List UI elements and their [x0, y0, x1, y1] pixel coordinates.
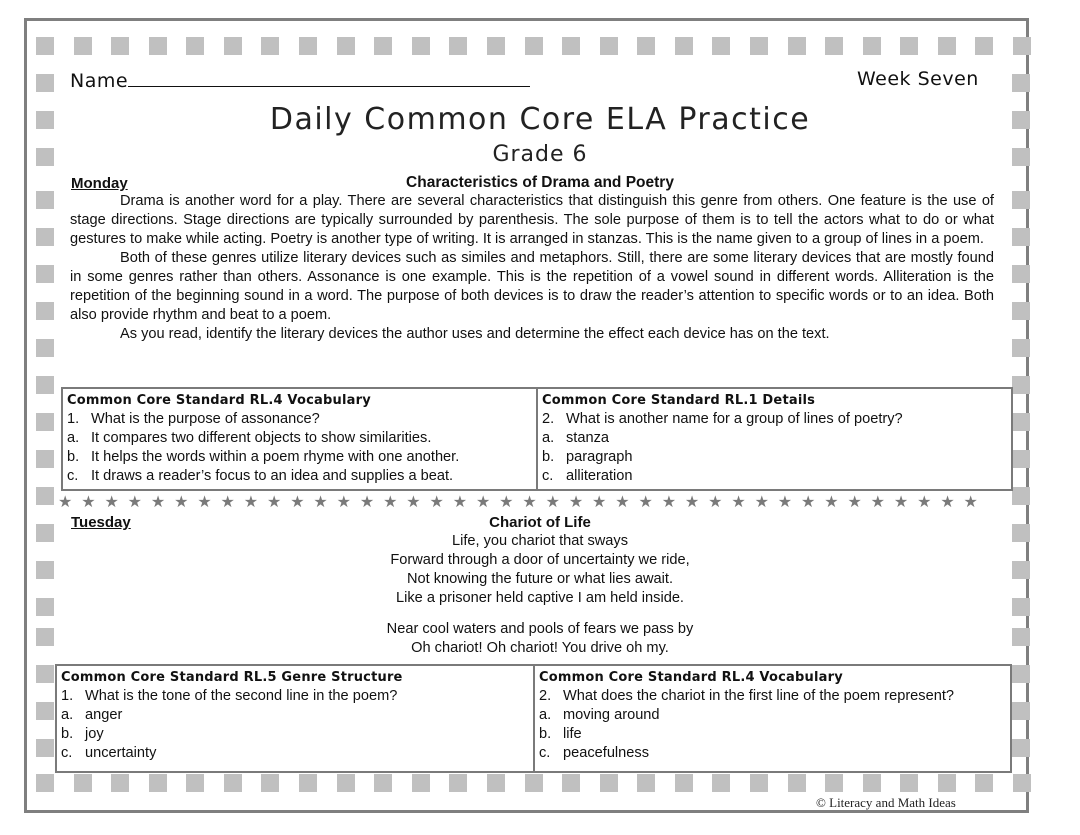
- star-icon: ★: [452, 494, 468, 511]
- star-icon: ★: [568, 494, 584, 511]
- grade-label: Grade 6: [492, 142, 588, 167]
- answer-option[interactable]: [539, 725, 1010, 744]
- border-square: [36, 524, 54, 542]
- border-square: [36, 339, 54, 357]
- name-field: [70, 68, 530, 92]
- border-square: [36, 265, 54, 283]
- poem-line: Near cool waters and pools of fears we pass by: [386, 621, 694, 637]
- border-square: [1013, 774, 1031, 792]
- border-square: [374, 37, 392, 55]
- star-icon: ★: [731, 494, 746, 511]
- question-text: [542, 410, 1011, 429]
- star-icon: ★: [963, 494, 978, 511]
- question-prompt: What is the purpose of assonance?: [91, 411, 320, 427]
- border-square: [36, 74, 54, 92]
- border-square: [412, 37, 430, 55]
- answer-option[interactable]: [539, 744, 1010, 763]
- star-icon: ★: [243, 494, 259, 511]
- border-square: [74, 774, 92, 792]
- border-square: [1013, 37, 1031, 55]
- border-square: [36, 628, 54, 646]
- question-number: 2.: [539, 688, 552, 704]
- star-icon: ★: [824, 494, 839, 511]
- star-icon: ★: [104, 494, 119, 511]
- border-square: [863, 37, 881, 55]
- border-square: [1012, 376, 1030, 394]
- tuesday-question-2-box: [533, 664, 1012, 773]
- star-icon: ★: [127, 494, 142, 511]
- stanza-break: [300, 608, 780, 620]
- poem-line: Forward through a door of uncertainty we ride,: [390, 552, 690, 568]
- poem-line: Life, you chariot that sways: [451, 533, 629, 549]
- border-square: [487, 37, 505, 55]
- border-square: [261, 774, 279, 792]
- option-label: c.: [539, 745, 551, 761]
- border-square: [975, 774, 993, 792]
- border-square: [788, 774, 806, 792]
- passage-paragraph: As you read, identify the literary devices the author uses and determine the effect each device has on the text.: [120, 326, 830, 342]
- option-label: c.: [67, 468, 79, 484]
- border-square: [74, 37, 92, 55]
- star-icon: ★: [661, 494, 677, 511]
- answer-option[interactable]: [542, 429, 1011, 448]
- option-label: a.: [67, 430, 80, 446]
- border-square: [337, 37, 355, 55]
- name-blank-line[interactable]: [128, 68, 530, 87]
- star-icon: ★: [522, 494, 537, 511]
- star-divider: [58, 494, 978, 512]
- star-icon: ★: [150, 494, 166, 511]
- border-square: [525, 774, 543, 792]
- border-square: [675, 774, 693, 792]
- border-square: [675, 37, 693, 55]
- star-icon: ★: [615, 494, 630, 511]
- answer-option[interactable]: [61, 744, 533, 763]
- border-square: [863, 774, 881, 792]
- option-text: stanza: [566, 430, 609, 446]
- border-square: [525, 37, 543, 55]
- border-square: [36, 302, 54, 320]
- star-icon: ★: [266, 494, 282, 511]
- border-square: [600, 37, 618, 55]
- border-square: [712, 774, 730, 792]
- page-title: Daily Common Core ELA Practice: [269, 102, 811, 137]
- border-square: [1012, 74, 1030, 92]
- answer-option[interactable]: [67, 429, 536, 448]
- copyright-notice: © Literacy and Math Ideas: [816, 795, 956, 810]
- star-icon: ★: [684, 494, 700, 511]
- border-square: [938, 37, 956, 55]
- border-square: [1012, 628, 1030, 646]
- star-icon: ★: [893, 494, 909, 511]
- option-text: moving around: [563, 707, 660, 723]
- option-label: c.: [61, 745, 73, 761]
- border-square: [36, 37, 54, 55]
- border-square: [449, 774, 467, 792]
- option-text: anger: [85, 707, 123, 723]
- border-square: [900, 37, 918, 55]
- star-icon: ★: [917, 494, 932, 511]
- answer-option[interactable]: [539, 706, 1010, 725]
- star-icon: ★: [754, 494, 769, 511]
- border-square: [600, 774, 618, 792]
- poem: [300, 513, 780, 658]
- monday-question-2-box: [536, 387, 1013, 491]
- poem-line: Oh chariot! Oh chariot! You drive oh my.: [411, 640, 669, 656]
- border-square: [111, 774, 129, 792]
- border-square: [36, 702, 54, 720]
- option-text: peacefulness: [563, 745, 650, 761]
- border-square: [938, 774, 956, 792]
- border-square: [1012, 450, 1030, 468]
- border-square: [374, 774, 392, 792]
- border-square: [149, 774, 167, 792]
- border-square: [1012, 524, 1030, 542]
- star-icon: ★: [220, 494, 235, 511]
- border-square: [111, 37, 129, 55]
- option-text: It draws a reader’s focus to an idea and supplies a beat.: [91, 468, 454, 484]
- star-icon: ★: [359, 494, 375, 511]
- border-square: [1012, 598, 1030, 616]
- question-text: [61, 687, 533, 706]
- option-label: b.: [539, 726, 552, 742]
- border-square: [337, 774, 355, 792]
- question-standard: Common Core Standard RL.1 Details: [542, 393, 816, 408]
- option-label: b.: [61, 726, 74, 742]
- border-square: [261, 37, 279, 55]
- border-square: [36, 774, 54, 792]
- poem-line: Not knowing the future or what lies await.: [406, 571, 674, 587]
- border-square: [1012, 487, 1030, 505]
- star-icon: ★: [545, 494, 560, 511]
- star-icon: ★: [81, 494, 96, 511]
- question-prompt: What does the chariot in the first line of the poem represent?: [563, 688, 955, 704]
- border-square: [1012, 228, 1030, 246]
- star-icon: ★: [499, 494, 514, 511]
- border-square: [750, 774, 768, 792]
- question-number: 1.: [61, 688, 74, 704]
- option-text: alliteration: [566, 468, 633, 484]
- star-icon: ★: [592, 494, 607, 511]
- star-icon: ★: [174, 494, 189, 511]
- border-square: [224, 774, 242, 792]
- answer-option[interactable]: [542, 448, 1011, 467]
- star-icon: ★: [708, 494, 723, 511]
- option-text: joy: [85, 726, 104, 742]
- star-icon: ★: [940, 494, 955, 511]
- star-icon: ★: [313, 494, 328, 511]
- monday-passage: [70, 192, 994, 344]
- border-square: [712, 37, 730, 55]
- answer-option[interactable]: [61, 706, 533, 725]
- border-square: [825, 37, 843, 55]
- option-text: paragraph: [566, 449, 633, 465]
- name-label: Name: [70, 70, 129, 92]
- question-standard: Common Core Standard RL.4 Vocabulary: [539, 670, 843, 685]
- star-icon: ★: [638, 494, 653, 511]
- option-label: b.: [67, 449, 80, 465]
- star-icon: ★: [336, 494, 351, 511]
- border-square: [1012, 413, 1030, 431]
- week-label: Week Seven: [857, 68, 979, 90]
- border-square: [36, 450, 54, 468]
- option-label: a.: [61, 707, 74, 723]
- star-icon: ★: [197, 494, 212, 511]
- option-text: life: [563, 726, 582, 742]
- border-square: [186, 37, 204, 55]
- monday-label: Monday: [71, 175, 128, 192]
- star-icon: ★: [429, 494, 444, 511]
- star-icon: ★: [383, 494, 398, 511]
- border-square: [36, 739, 54, 757]
- tuesday-label: Tuesday: [71, 514, 131, 531]
- tuesday-question-1-box: [55, 664, 535, 773]
- border-square: [637, 774, 655, 792]
- border-square: [36, 413, 54, 431]
- option-text: It helps the words within a poem rhyme with one another.: [91, 449, 460, 465]
- border-square: [1012, 265, 1030, 283]
- border-square: [1012, 702, 1030, 720]
- border-square: [36, 561, 54, 579]
- border-square: [36, 598, 54, 616]
- border-square: [412, 774, 430, 792]
- star-icon: ★: [870, 494, 885, 511]
- monday-section-title: Characteristics of Drama and Poetry: [406, 174, 674, 191]
- border-square: [36, 665, 54, 683]
- border-square: [788, 37, 806, 55]
- star-icon: ★: [777, 494, 793, 511]
- option-label: a.: [539, 707, 552, 723]
- border-square: [900, 774, 918, 792]
- star-icon: ★: [58, 494, 73, 511]
- passage-paragraph: Both of these genres utilize literary devices such as similes and metaphors. Still, there are some literary devices that are mostly found in some genres rather than others. Assonance is one example. This is the repetition of a vowel sound in different words. Alliteration is the repetition of the beginning sound in a word. The purpose of both devices is to draw the reader’s attention to specific words or to an idea. Both also provide rhythm and beat to a poem.: [70, 250, 994, 323]
- border-square: [186, 774, 204, 792]
- border-square: [36, 228, 54, 246]
- question-number: 2.: [542, 411, 555, 427]
- border-square: [1012, 191, 1030, 209]
- border-square: [750, 37, 768, 55]
- border-square: [36, 487, 54, 505]
- border-square: [487, 774, 505, 792]
- poem-line: Like a prisoner held captive I am held inside.: [396, 590, 684, 606]
- option-label: a.: [542, 430, 555, 446]
- question-prompt: What is the tone of the second line in the poem?: [85, 688, 398, 704]
- border-square: [562, 774, 580, 792]
- question-standard: Common Core Standard RL.4 Vocabulary: [67, 393, 371, 408]
- border-square: [562, 37, 580, 55]
- border-square: [224, 37, 242, 55]
- question-standard: Common Core Standard RL.5 Genre Structure: [61, 670, 403, 685]
- star-icon: ★: [847, 494, 862, 511]
- border-square: [1012, 302, 1030, 320]
- answer-option[interactable]: [542, 467, 1011, 486]
- option-text: It compares two different objects to show similarities.: [91, 430, 432, 446]
- answer-option[interactable]: [67, 448, 536, 467]
- border-square: [299, 37, 317, 55]
- question-number: 1.: [67, 411, 80, 427]
- border-square: [36, 191, 54, 209]
- question-text: [539, 687, 1010, 706]
- option-text: uncertainty: [85, 745, 157, 761]
- border-square: [299, 774, 317, 792]
- border-square: [36, 376, 54, 394]
- passage-paragraph: Drama is another word for a play. There are several characteristics that distinguish this genre from others. One feature is the use of stage directions. Stage directions are typically surrounded by parenthesis. The sole purpose of them is to tell the actors what to do or what gestures to make while acting. Poetry is another type of writing. It is arranged in stanzas. This is the name given to a group of lines in a poem.: [70, 193, 994, 247]
- border-square: [1012, 665, 1030, 683]
- question-prompt: What is another name for a group of lines of poetry?: [566, 411, 903, 427]
- star-icon: ★: [290, 494, 305, 511]
- option-label: b.: [542, 449, 555, 465]
- star-icon: ★: [801, 494, 816, 511]
- monday-question-1-box: [61, 387, 538, 491]
- star-icon: ★: [406, 494, 421, 511]
- border-square: [637, 37, 655, 55]
- answer-option[interactable]: [61, 725, 533, 744]
- poem-title: Chariot of Life: [489, 514, 591, 531]
- border-square: [149, 37, 167, 55]
- answer-option[interactable]: [67, 467, 536, 486]
- border-square: [449, 37, 467, 55]
- border-square: [975, 37, 993, 55]
- star-icon: ★: [475, 494, 491, 511]
- border-square: [1012, 339, 1030, 357]
- border-square: [1012, 739, 1030, 757]
- question-text: [67, 410, 536, 429]
- option-label: c.: [542, 468, 554, 484]
- border-square: [1012, 561, 1030, 579]
- border-square: [825, 774, 843, 792]
